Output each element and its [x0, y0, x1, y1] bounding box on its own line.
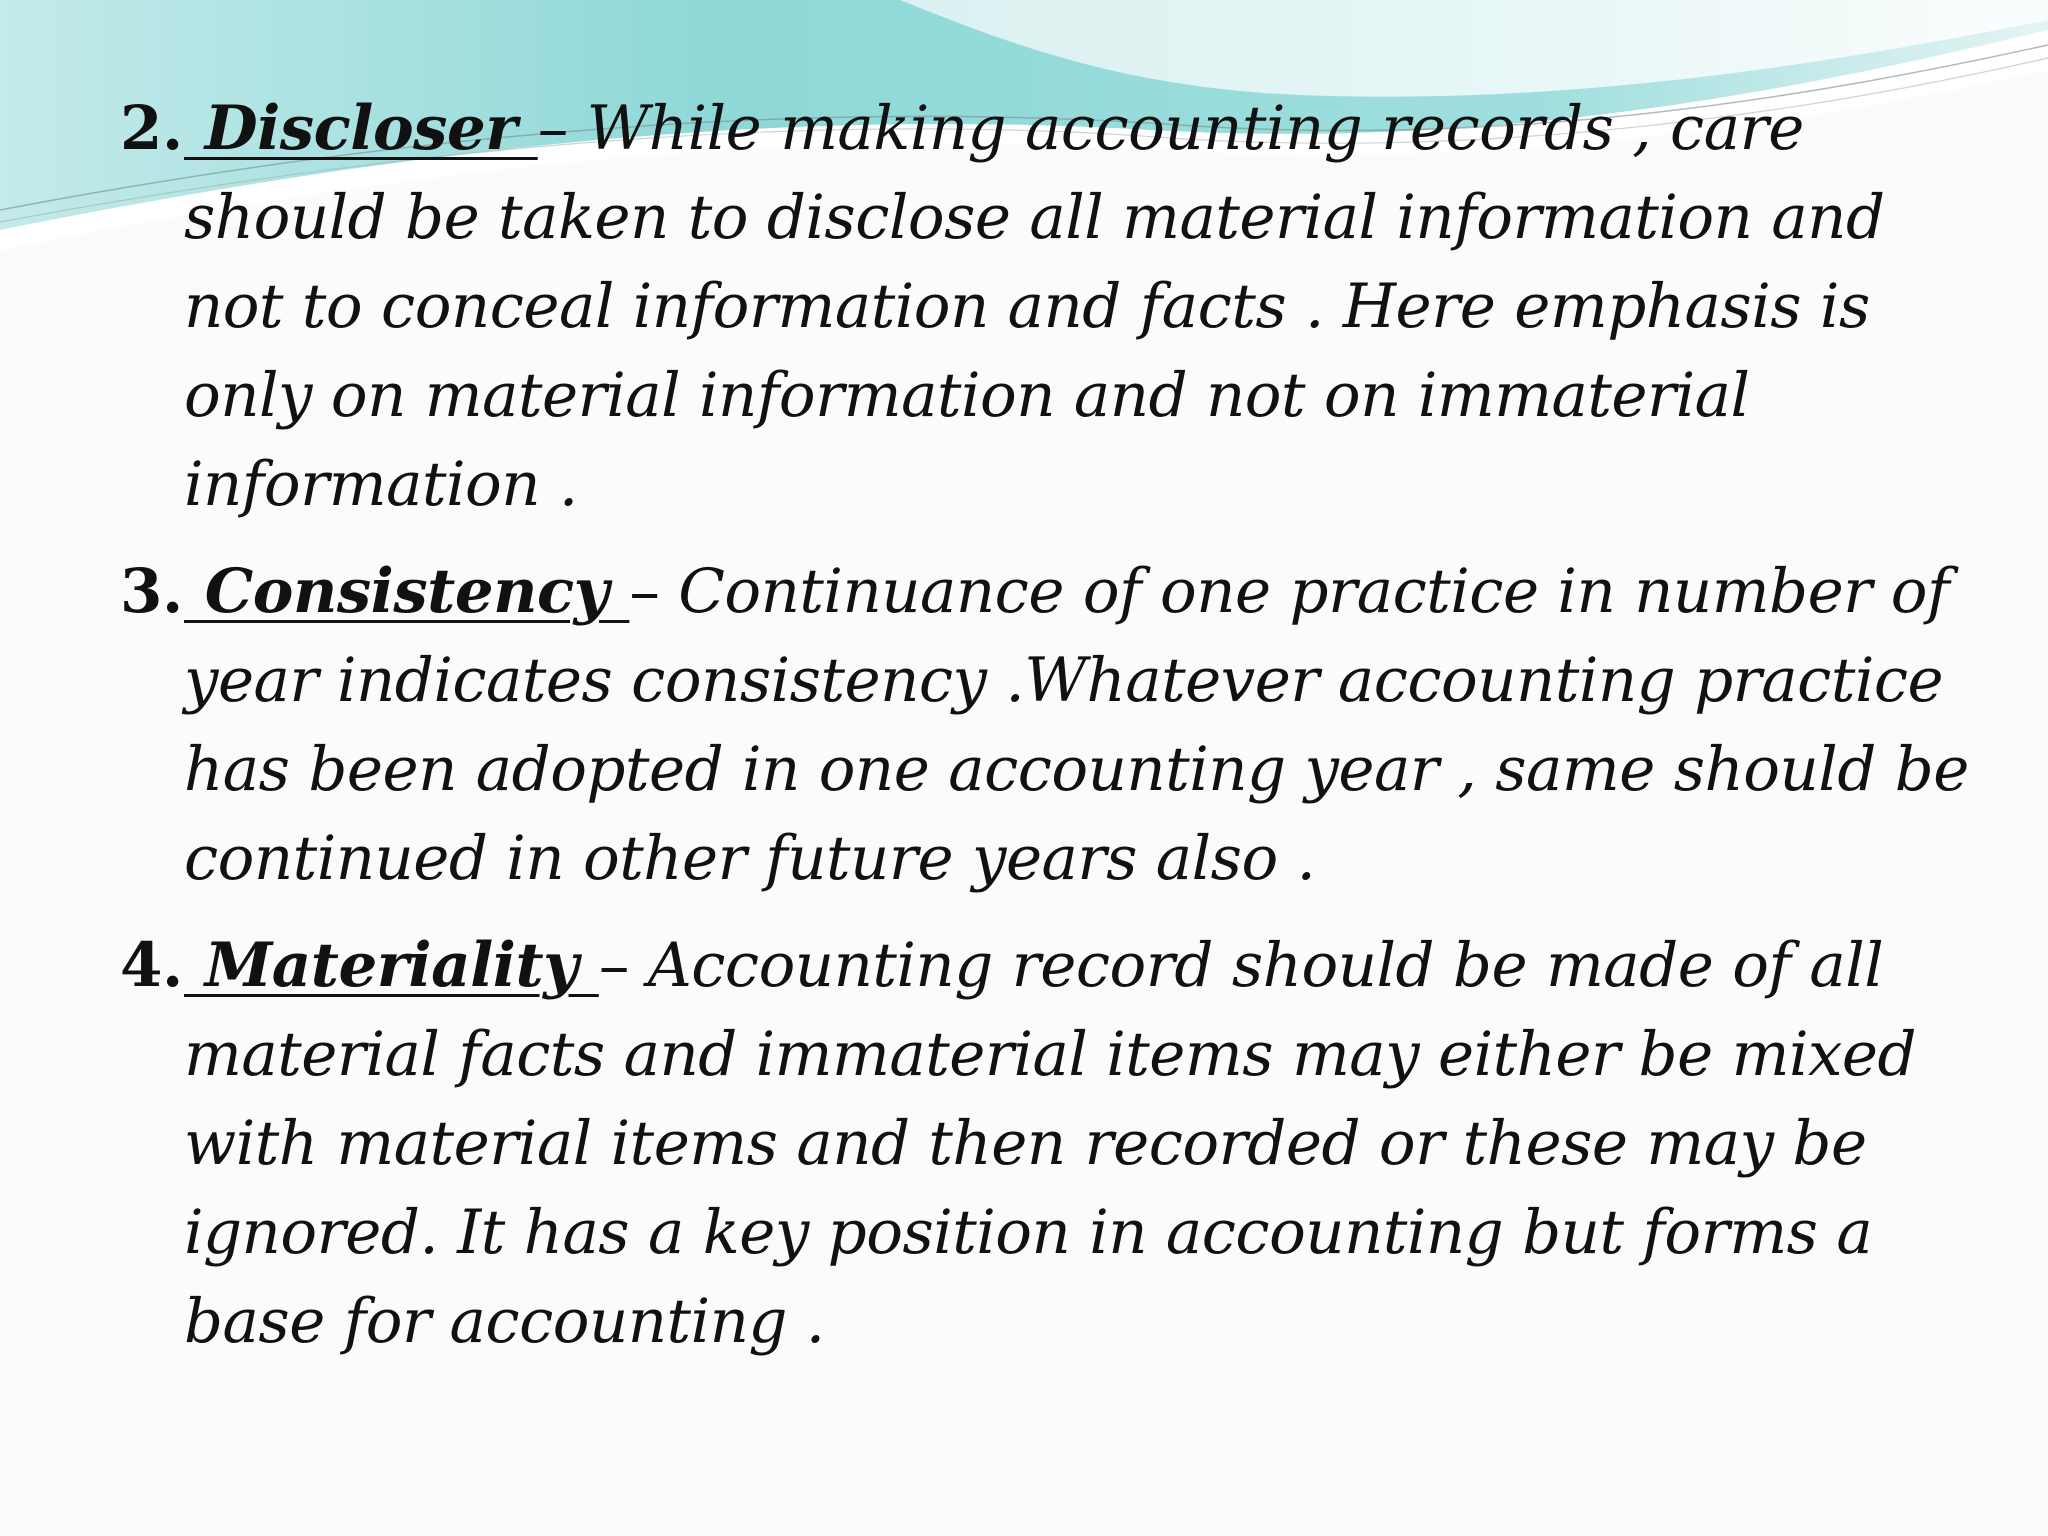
- list-item-disclosure: [120, 84, 2000, 529]
- concept-list: [120, 84, 2000, 1384]
- item-number: 3.: [120, 556, 183, 627]
- item-term: Discloser: [184, 93, 538, 164]
- item-description: While making accounting records , care should be taken to disclose all material information and not to conceal information and facts . Here emphasis is only on material information and not on immaterial information .: [184, 93, 1885, 520]
- item-term: Consistency: [184, 556, 630, 627]
- item-number: 2.: [120, 93, 183, 164]
- item-number: 4.: [120, 930, 183, 1001]
- item-dash: –: [598, 930, 629, 1001]
- item-term: Materiality: [184, 930, 599, 1001]
- item-description: Accounting record should be made of all material facts and immaterial items may either be mixed with material items and then recorded or these may be ignored. It has a key position in accounting but forms a base for accounting .: [184, 930, 1916, 1357]
- list-item-materiality: [120, 921, 2000, 1366]
- item-description: Continuance of one practice in number of year indicates consistency .Whatever accounting practice has been adopted in one accounting year , same should be continued in other future years also .: [184, 556, 1969, 894]
- list-item-consistency: [120, 547, 2000, 903]
- item-dash: –: [537, 93, 568, 164]
- item-dash: –: [629, 556, 660, 627]
